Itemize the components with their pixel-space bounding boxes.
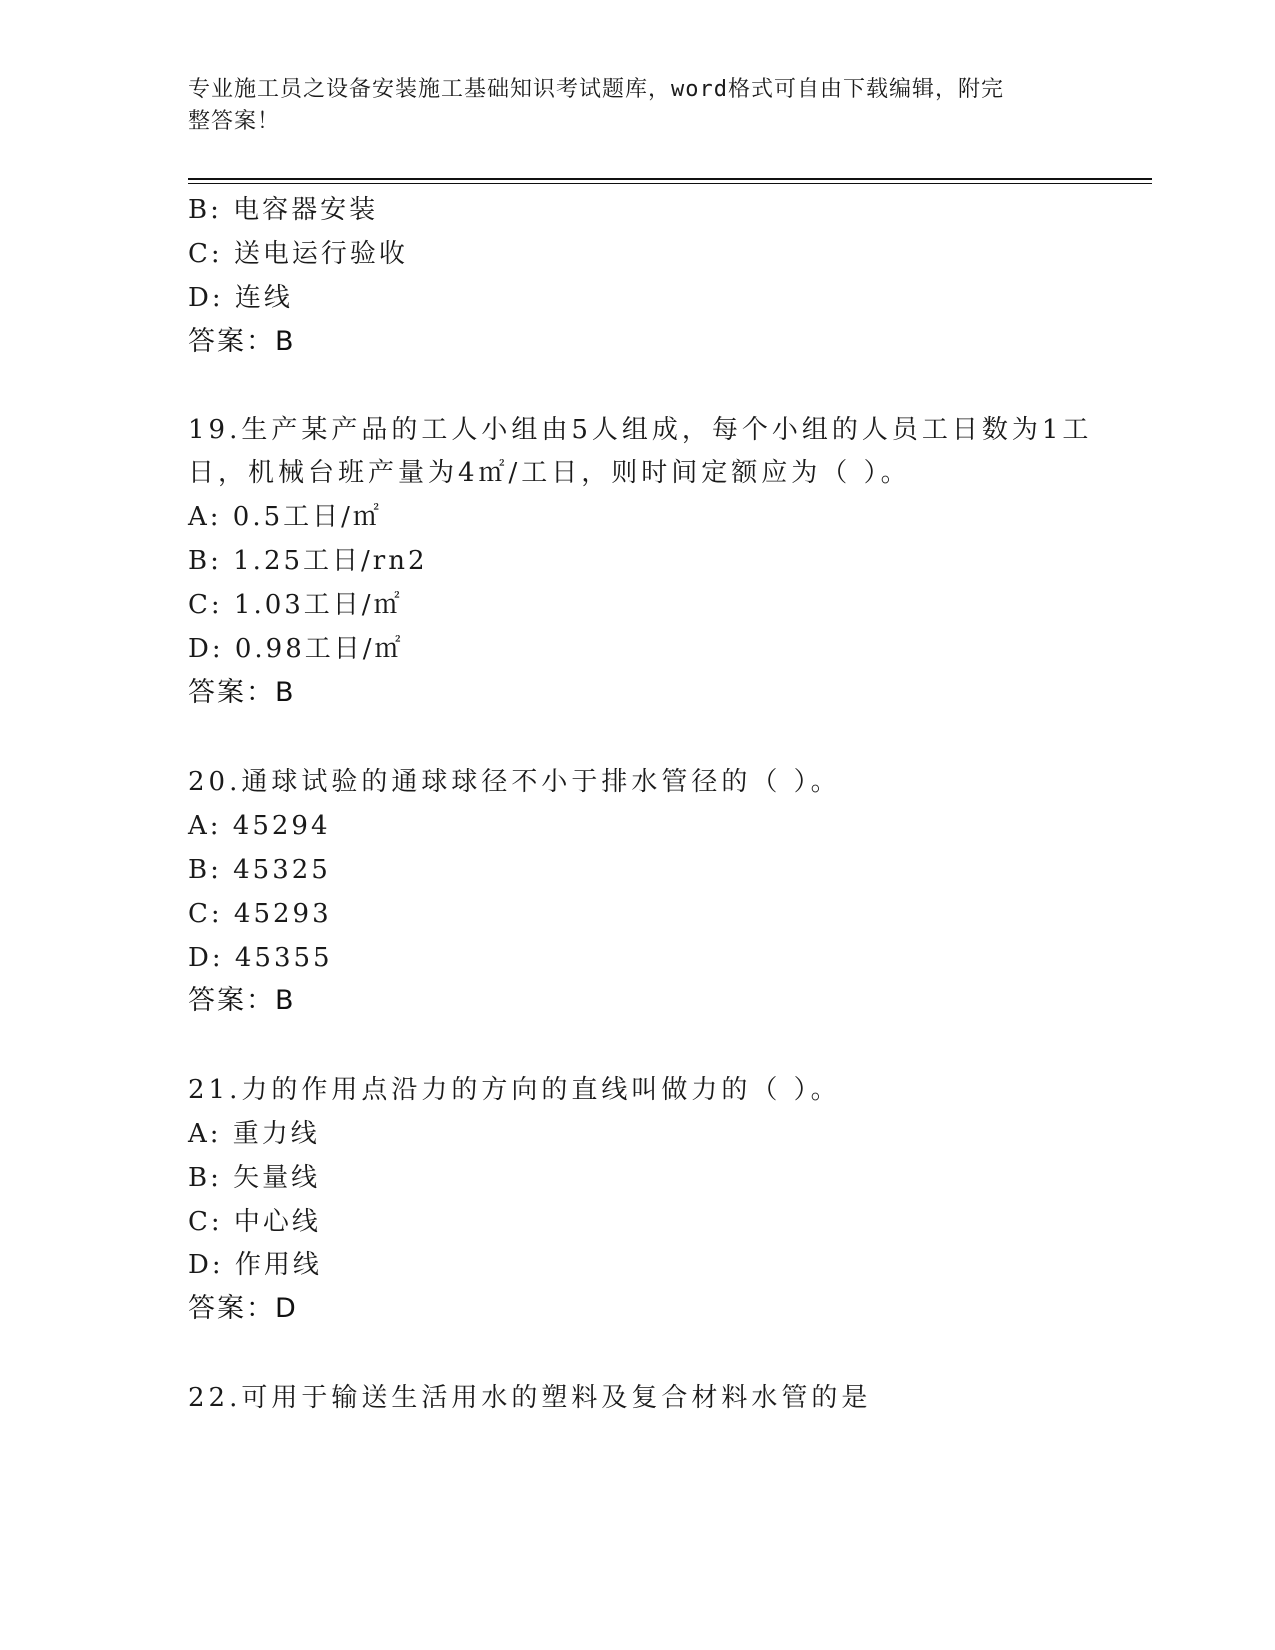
- q21-option-c: C: 中心线: [188, 1207, 321, 1237]
- header-divider-thick: [188, 178, 1152, 180]
- q19-option-a: A: 0.5工日/㎡: [188, 502, 382, 532]
- q19-option-b: B: 1.25工日/rn2: [188, 546, 428, 576]
- q20-option-b: B: 45325: [188, 855, 331, 885]
- q18-option-b: B: 电容器安装: [188, 195, 379, 225]
- document-header: [188, 74, 1088, 138]
- q21-answer: 答案：D: [188, 1293, 298, 1324]
- q21-option-a: A: 重力线: [188, 1119, 320, 1149]
- q18-answer: 答案：B: [188, 326, 296, 357]
- q21-question: 21.力的作用点沿力的方向的直线叫做力的（ ）。: [188, 1075, 841, 1105]
- q19-question-line-1: 19.生产某产品的工人小组由5人组成，每个小组的人员工日数为1工: [188, 415, 1093, 445]
- q20-option-c: C: 45293: [188, 899, 332, 929]
- q19-option-d: D: 0.98工日/㎡: [188, 634, 404, 664]
- header-line-1: 专业施工员之设备安装施工基础知识考试题库，word格式可自由下载编辑，附完: [188, 77, 1004, 102]
- header-line-2: 整答案！: [188, 109, 281, 134]
- q19-question-line-2: 日，机械台班产量为4㎡/工日，则时间定额应为（ ）。: [188, 458, 911, 488]
- q22-question: 22.可用于输送生活用水的塑料及复合材料水管的是: [188, 1383, 872, 1413]
- q20-option-d: D: 45355: [188, 943, 333, 973]
- q19-answer: 答案：B: [188, 677, 296, 708]
- q21-option-b: B: 矢量线: [188, 1163, 321, 1193]
- q19-option-c: C: 1.03工日/㎡: [188, 590, 403, 620]
- q18-option-d: D: 连线: [188, 283, 293, 313]
- q21-option-d: D: 作用线: [188, 1250, 322, 1280]
- q20-answer: 答案：B: [188, 985, 296, 1016]
- header-divider-thin: [188, 183, 1152, 184]
- q20-question: 20.通球试验的通球球径不小于排水管径的（ ）。: [188, 767, 841, 797]
- q20-option-a: A: 45294: [188, 811, 331, 841]
- q18-option-c: C: 送电运行验收: [188, 239, 408, 269]
